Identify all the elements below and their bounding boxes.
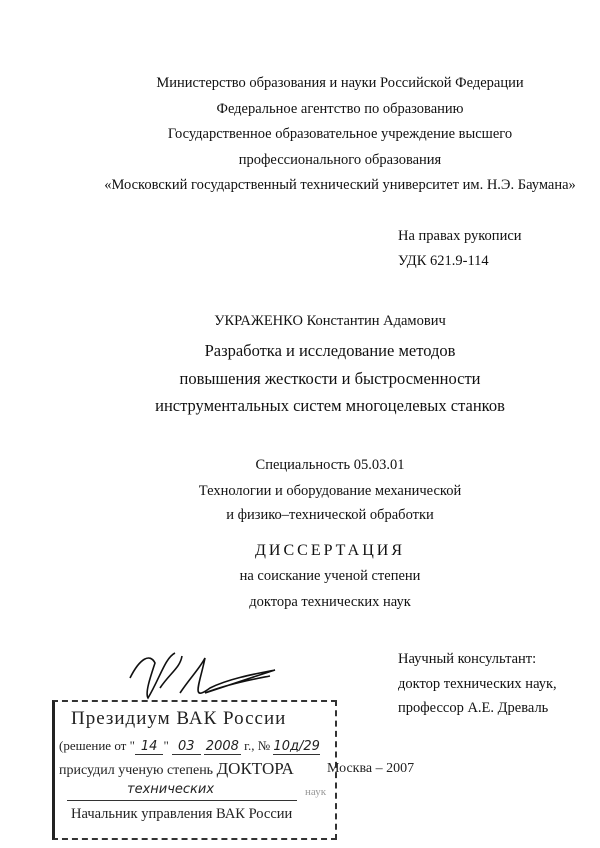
stamp-title: Президиум ВАК России xyxy=(71,708,287,729)
manuscript-rights: На правах рукописи xyxy=(398,228,522,244)
title-line: Разработка и исследование методов xyxy=(204,341,456,360)
awarded-text: присудил ученую степень xyxy=(59,763,214,778)
city-year: Москва – 2007 xyxy=(327,761,415,776)
agency-line: Федеральное агентство по образованию xyxy=(216,101,464,117)
field-line xyxy=(67,782,297,801)
degree-line: доктора технических наук xyxy=(249,594,411,610)
author-name: УКРАЖЕНКО Константин Адамович xyxy=(214,313,446,329)
institution-line-2: профессионального образования xyxy=(238,152,442,168)
awarded-degree: ДОКТОРА xyxy=(216,759,294,778)
consultant-degree: доктор технических наук, xyxy=(398,676,557,692)
consultant-label: Научный консультант: xyxy=(398,651,537,667)
field-suffix: наук xyxy=(305,786,327,798)
signature-icon xyxy=(120,648,280,708)
specialty-line: и физико–технической обработки xyxy=(226,507,434,523)
consultant-name: профессор А.Е. Древаль xyxy=(398,700,549,716)
document-type: ДИССЕРТАЦИЯ xyxy=(255,542,405,559)
degree-line: на соискание ученой степени xyxy=(239,568,421,584)
institution-line: Государственное образовательное учреждение высшего xyxy=(167,126,513,142)
university-line: «Московский государственный технический университет им. Н.Э. Баумана» xyxy=(104,177,576,193)
udc-code: УДК 621.9-114 xyxy=(398,253,489,269)
specialty-line: Технологии и оборудование механической xyxy=(198,483,462,499)
title-line: повышения жесткости и быстросменности xyxy=(179,369,481,388)
stamp-awarded xyxy=(59,759,294,779)
decision-number: 10д/29 xyxy=(273,739,320,754)
vak-stamp xyxy=(52,700,415,840)
stamp-decision: (решение от " 14 " 03 2008 г., № 10д/29 xyxy=(59,738,320,754)
ministry-line: Министерство образования и науки Российской Федерации xyxy=(156,75,524,91)
stamp-signer: Начальник управления ВАК России xyxy=(71,806,293,822)
degree-field: технических xyxy=(127,782,215,797)
decision-day: 14 xyxy=(135,739,164,755)
decision-year: 2008 xyxy=(205,739,239,754)
number-prefix: г., № xyxy=(244,738,271,753)
decision-month: 03 xyxy=(172,739,201,755)
title-line: инструментальных систем многоцелевых станков xyxy=(155,396,505,415)
specialty-code: Специальность 05.03.01 xyxy=(255,457,405,473)
decision-prefix: (решение от " xyxy=(59,738,135,753)
